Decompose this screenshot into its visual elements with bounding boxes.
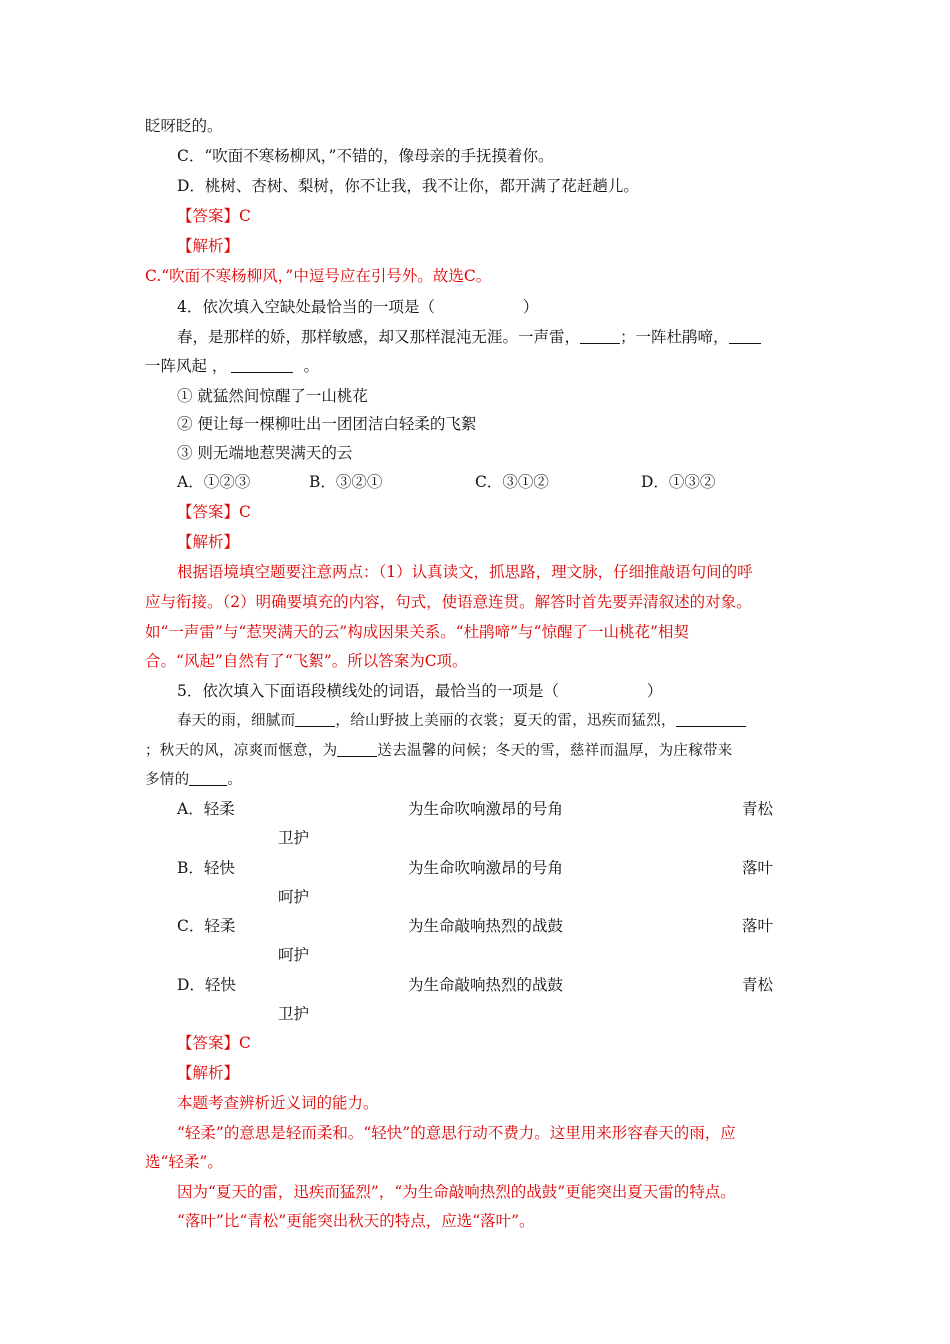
q4-option-b: B．③②① bbox=[309, 473, 383, 491]
q4-analysis-line3: 如“一声雷”与“惹哭满天的云”构成因果关系。“杜鹃啼”与“惊醒了一山桃花”相契 bbox=[145, 623, 689, 641]
q4-analysis-line4: 合。“风起”自然有了“飞絮”。所以答案为C项。 bbox=[145, 652, 468, 670]
q4-choice-1: ① 就猛然间惊醒了一山桃花 bbox=[177, 387, 368, 405]
q5-passage-line1: 春天的雨，细腻而 ，给山野披上美丽的衣裳；夏天的雷，迅疾而猛烈， bbox=[177, 710, 746, 732]
q3-analysis-label: 【解析】 bbox=[177, 237, 240, 255]
q5-option-a-word: 青松 bbox=[742, 800, 774, 818]
q5-option-a-phrase: 为生命吹响激昂的号角 bbox=[408, 800, 564, 818]
q4-passage-line1: 春，是那样的娇，那样敏感，却又那样混沌无涯。一声雷， ；一阵杜鹃啼， bbox=[177, 326, 761, 348]
q3-option-d: D．桃树、杏树、梨树，你不让我，我不让你，都开满了花赶趟儿。 bbox=[177, 177, 639, 195]
q5-option-c-verb: 呵护 bbox=[278, 946, 310, 964]
q4-answer: 【答案】C bbox=[177, 503, 251, 521]
q5-analysis-line4: 因为“夏天的雷，迅疾而猛烈”，“为生命敲响热烈的战鼓”更能突出夏天雷的特点。 bbox=[177, 1183, 736, 1201]
q5-analysis-line2: “轻柔”的意思是轻而柔和。“轻快”的意思行动不费力。这里用来形容春天的雨，应 bbox=[177, 1124, 736, 1142]
q5-option-d-word: 青松 bbox=[742, 976, 774, 994]
q5-option-a-verb: 卫护 bbox=[278, 829, 310, 847]
q4-analysis-line2: 应与衔接。（2）明确要填充的内容，句式，使语意连贯。解答时首先要弄清叙述的对象。 bbox=[145, 593, 752, 611]
q5-option-a-label: A．轻柔 bbox=[177, 800, 235, 818]
q4-option-c: C．③①② bbox=[475, 473, 549, 491]
q5-option-d-label: D．轻快 bbox=[177, 976, 236, 994]
q5-option-c-label: C．轻柔 bbox=[177, 917, 236, 935]
q5-option-b-verb: 呵护 bbox=[278, 888, 310, 906]
q5-option-c-phrase: 为生命敲响热烈的战鼓 bbox=[408, 917, 564, 935]
q4-analysis-line1: 根据语境填空题要注意两点：（1）认真读文，抓思路，理文脉，仔细推敲语句间的呼 bbox=[177, 563, 753, 581]
q5-option-d-verb: 卫护 bbox=[278, 1005, 310, 1023]
q4-stem: 4．依次填入空缺处最恰当的一项是（ ） bbox=[177, 298, 539, 316]
q5-option-b-phrase: 为生命吹响激昂的号角 bbox=[408, 859, 564, 877]
q4-choice-3: ③ 则无端地惹哭满天的云 bbox=[177, 444, 353, 462]
q5-stem: 5．依次填入下面语段横线处的词语，最恰当的一项是（ ） bbox=[177, 682, 663, 700]
q5-analysis-line1: 本题考查辨析近义词的能力。 bbox=[177, 1094, 379, 1112]
q3-answer: 【答案】C bbox=[177, 207, 251, 225]
q5-option-b-label: B．轻快 bbox=[177, 859, 235, 877]
q5-analysis-line3: 选“轻柔”。 bbox=[145, 1153, 223, 1171]
q5-option-b-word: 落叶 bbox=[742, 859, 774, 877]
q4-passage-line2: 一阵风起 ， 。 bbox=[145, 357, 319, 375]
q4-option-a: A．①②③ bbox=[177, 473, 251, 491]
q5-passage-line2: ；秋天的风，凉爽而惬意，为 送去温馨的问候；冬天的雪，慈祥而温厚，为庄稼带来 bbox=[145, 743, 733, 759]
q4-analysis-label: 【解析】 bbox=[177, 533, 240, 551]
q5-passage-line3: 多情的 。 bbox=[145, 772, 243, 788]
q3-option-c: C．“吹面不寒杨柳风，”不错的，像母亲的手抚摸着你。 bbox=[177, 147, 554, 165]
q5-analysis-label: 【解析】 bbox=[177, 1064, 240, 1082]
prev-text-tail: 眨呀眨的。 bbox=[145, 117, 223, 135]
q5-option-c-word: 落叶 bbox=[742, 917, 774, 935]
q5-analysis-line5: “落叶”比“青松”更能突出秋天的特点，应选“落叶”。 bbox=[177, 1212, 535, 1230]
q5-option-d-phrase: 为生命敲响热烈的战鼓 bbox=[408, 976, 564, 994]
q4-option-d: D．①③② bbox=[641, 473, 716, 491]
q4-choice-2: ② 便让每一棵柳吐出一团团洁白轻柔的飞絮 bbox=[177, 415, 477, 433]
q3-analysis-text: C.“吹面不寒杨柳风，”中逗号应在引号外。故选C。 bbox=[145, 267, 492, 285]
q5-answer: 【答案】C bbox=[177, 1034, 251, 1052]
